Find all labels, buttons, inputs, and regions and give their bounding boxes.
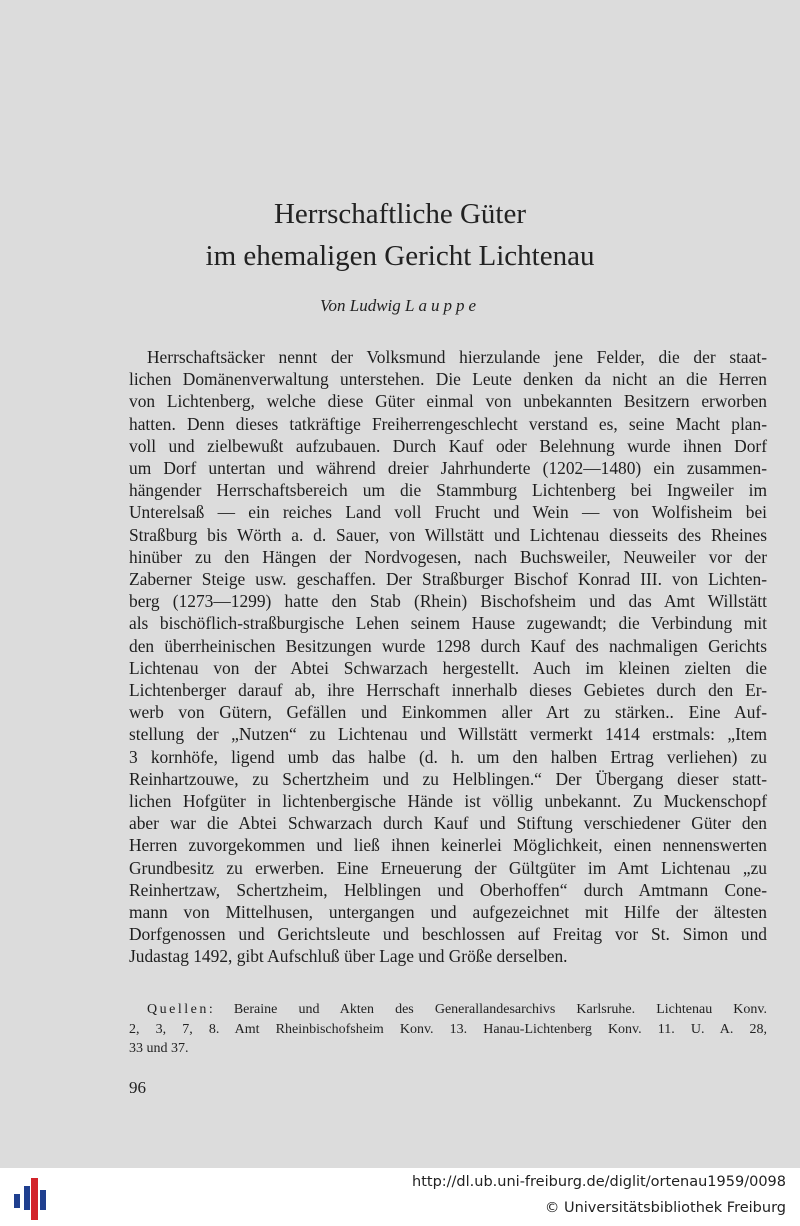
body-line: stellung der „Nutzen“ zu Lichtenau und Willstätt vermerkt 1414 erstmals: „Item [129,724,767,745]
body-line: lichen Domänenverwaltung unterstehen. Die Leute denken da nicht an die Herren [129,369,767,390]
body-line: Reinhertzaw, Schertzheim, Helblingen und Oberhoffen“ durch Amtmann Cone- [129,879,767,900]
body-line: Reinhartzouwe, zu Schertzheim und zu Helblingen.“ Der Übergang dieser statt- [129,768,767,789]
sources-line: 2, 3, 7, 8. Amt Rheinbischofsheim Konv. 13. Hanau-Lichtenberg Konv. 11. U. A. 28, [129,1021,767,1037]
body-line: 3 kornhöfe, ligend umb das halbe (d. h. um den halben Ertrag verliehen) zu [129,746,767,767]
body-line: als bischöflich-straßburgische Lehen seinem Hause zugewandt; die Verbindung mit [129,613,767,634]
body-line: Herren zuvorgekommen und ließ ihnen keinerlei Möglichkeit, einen nennenswerten [129,835,767,856]
body-line: hängender Herrschaftsbereich um die Stammburg Lichtenberg bei Ingweiler im [129,480,767,501]
body-line: Lichtenau von der Abtei Schwarzach hergestellt. Auch im kleinen zielten die [129,657,767,678]
body-line: mann von Mittelhusen, untergangen und aufgezeichnet mit Hilfe der ältesten [129,902,767,923]
body-line: hinüber zu den Hängen der Nordvogesen, nach Buchsweiler, Neuweiler vor der [129,546,767,567]
body-line: Unterelsaß — ein reiches Land voll Frucht und Wein — von Wolfisheim bei [129,502,767,523]
author-byline [0,296,800,316]
article-title-line-1: Herrschaftliche Güter [273,198,526,230]
body-line: Judastag 1492, gibt Aufschluß über Lage und Größe derselben. [129,946,568,967]
ub-freiburg-logo-icon [14,1178,54,1220]
article-title-line-2: im ehemaligen Gericht Lichtenau [205,240,595,272]
body-line: werb von Gütern, Gefällen und Einkommen aller Art zu stärken.. Eine Auf- [129,702,767,723]
body-line: Lichtenberger darauf ab, ihre Herrschaft innerhalb dieses Gebietes durch den Er- [129,680,767,701]
body-line: den überrheinischen Besitzungen wurde 1298 durch Kauf des nachmaligen Gerichts [129,635,767,656]
copyright-notice: © Universitätsbibliothek Freiburg [544,1200,786,1216]
body-line: Grundbesitz zu erwerben. Eine Erneuerung der Gültgüter im Amt Lichtenau „zu [129,857,767,878]
article-body [129,346,767,968]
sources-footnote [129,1000,767,1059]
body-line: von Lichtenberg, welche diese Güter einmal von unbekannten Besitzern erworben [129,391,767,412]
body-line: um Dorf untertan und während dreier Jahrhunderte (1202—1480) ein zusammen- [129,458,767,479]
body-line: Dorfgenossen und Gerichtsleute und beschlossen auf Freitag vor St. Simon und [129,924,767,945]
sources-line [129,1000,767,1020]
permalink-url[interactable]: http://dl.ub.uni-freiburg.de/diglit/ortenau1959/0098 [412,1174,786,1190]
body-line: Straßburg bis Wörth a. d. Sauer, von Willstätt und Lichtenau diesseits des Rheines [129,524,767,545]
body-line: aber war die Abtei Schwarzach durch Kauf und Stiftung verschiedener Güter den [129,813,767,834]
sources-label: Quellen [147,1002,209,1017]
body-line: hatten. Denn dieses tatkräftige Freiherrengeschlecht verstand es, seine Macht plan- [129,413,767,434]
body-line: berg (1273—1299) hatte den Stab (Rhein) Bischofsheim und das Amt Willstätt [129,591,767,612]
viewer-footer [0,1168,800,1226]
body-line: Zaberner Steige usw. geschaffen. Der Straßburger Bischof Konrad III. von Lichten- [129,569,767,590]
body-line: voll und zielbewußt aufzubauen. Durch Kauf oder Belehnung wurde ihnen Dorf [129,435,767,456]
author-surname: Lauppe [405,296,481,315]
sources-line: 33 und 37. [129,1041,189,1056]
sources-text: : Beraine und Akten des Generallandesarchivs Karlsruhe. Lichtenau Konv. [208,1002,767,1017]
author-prefix: Von Ludwig [319,296,401,315]
page-number: 96 [129,1078,146,1097]
body-line: Herrschaftsäcker nennt der Volksmund hierzulande jene Felder, die der staat- [147,347,767,367]
body-line: lichen Hofgüter in lichtenbergische Hände ist völlig unbekannt. Zu Muckenschopf [129,791,767,812]
